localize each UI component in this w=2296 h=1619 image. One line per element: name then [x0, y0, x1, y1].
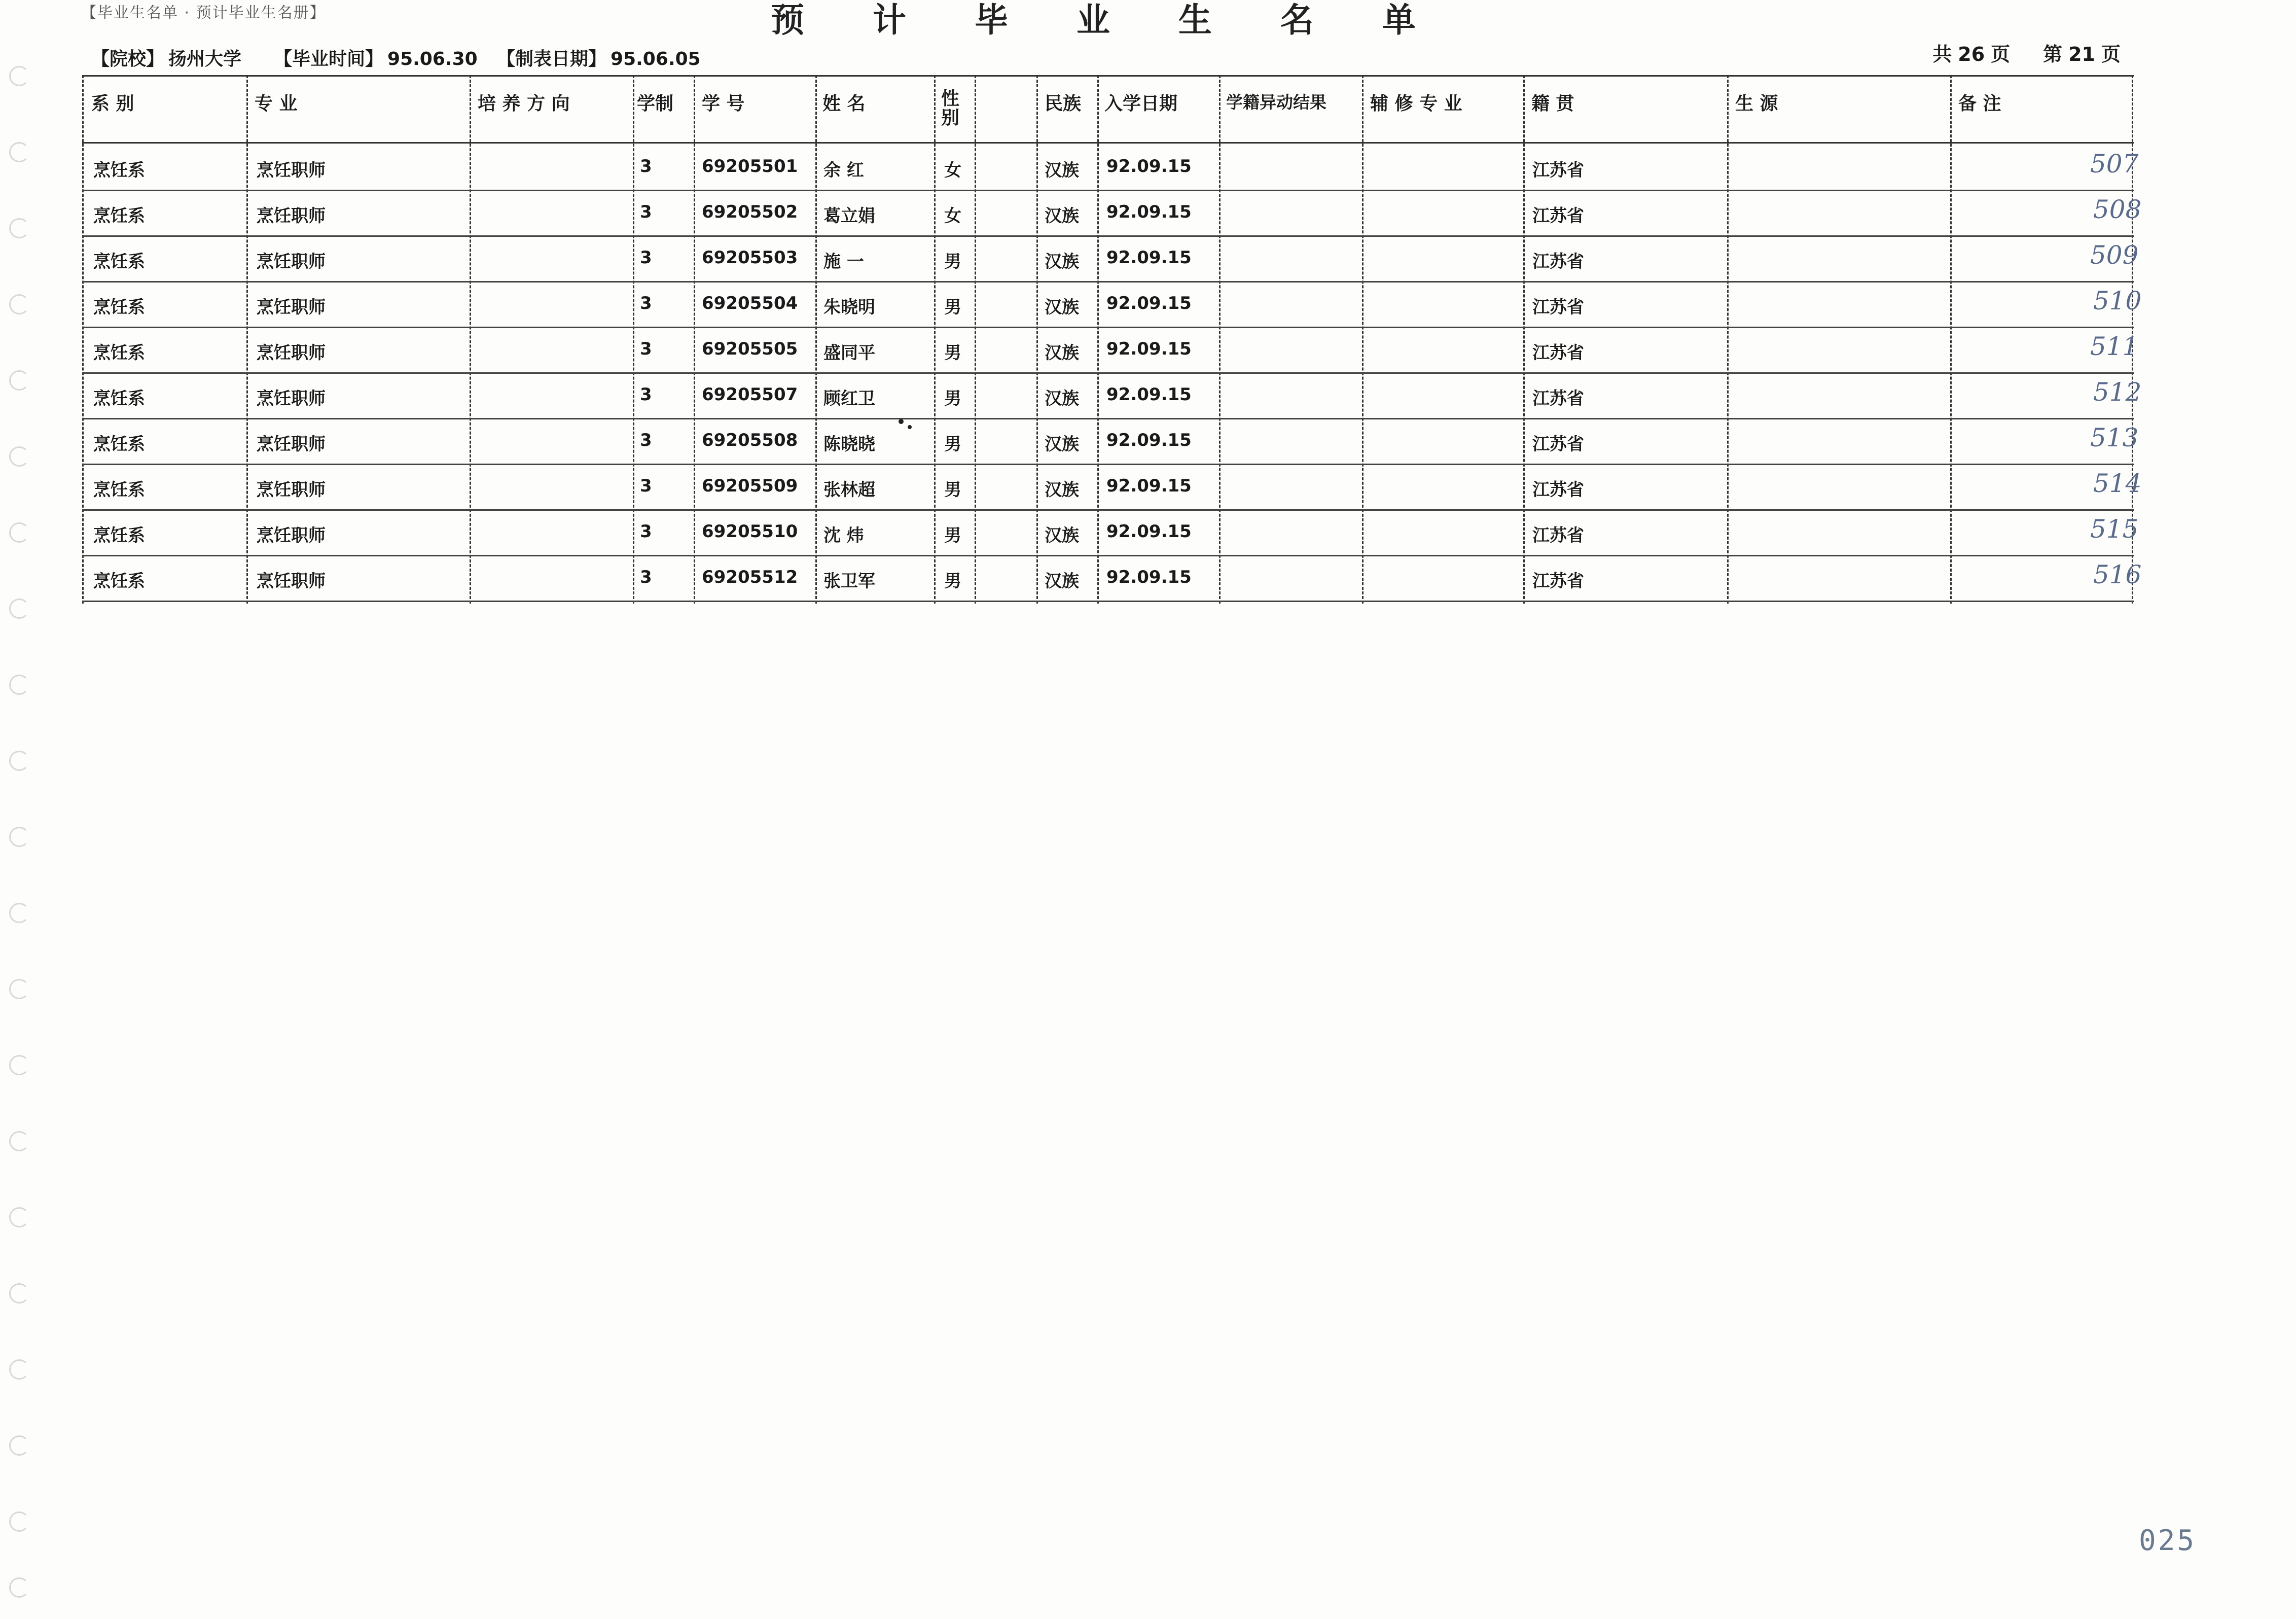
row-years: 3	[640, 430, 652, 450]
row-ethnicity: 汉族	[1045, 343, 1079, 363]
row-student-id: 69205502	[702, 202, 798, 222]
row-gender: 女	[944, 160, 961, 181]
row-ethnicity: 汉族	[1045, 252, 1079, 272]
row-native: 江苏省	[1532, 343, 1584, 363]
grad-time-info	[274, 45, 478, 71]
row-major: 烹饪职师	[257, 571, 326, 591]
row-name: 张林超	[823, 480, 875, 500]
row-enroll-date: 92.09.15	[1106, 567, 1192, 587]
school-label: 【院校】	[91, 49, 165, 69]
row-major: 烹饪职师	[257, 389, 326, 409]
row-gender: 男	[944, 434, 961, 454]
row-student-id: 69205509	[702, 476, 798, 496]
pager	[1929, 39, 2124, 66]
row-major: 烹饪职师	[257, 480, 326, 500]
handwritten-remark: 507	[2090, 149, 2139, 179]
row-dept: 烹饪系	[93, 297, 145, 318]
row-rule	[82, 418, 2134, 419]
made-date-value: 95.06.05	[611, 49, 701, 69]
row-student-id: 69205508	[702, 430, 798, 450]
row-years: 3	[640, 202, 652, 222]
row-dept: 烹饪系	[93, 206, 145, 226]
row-gender: 女	[944, 206, 961, 226]
row-native: 江苏省	[1532, 480, 1584, 500]
handwritten-remark: 513	[2090, 423, 2139, 452]
row-name: 施 一	[823, 252, 864, 272]
row-name: 葛立娟	[823, 206, 875, 226]
current-page-label: 第	[2043, 43, 2063, 65]
row-rule	[82, 372, 2134, 374]
total-pages-label: 共	[1932, 43, 1952, 65]
grad-time-label: 【毕业时间】	[274, 49, 384, 69]
row-dept: 烹饪系	[93, 252, 145, 272]
current-page-value: 21	[2068, 43, 2095, 65]
made-date-label: 【制表日期】	[497, 49, 607, 69]
row-rule	[82, 327, 2134, 328]
row-ethnicity: 汉族	[1045, 160, 1079, 181]
header-name: 姓 名	[822, 93, 866, 114]
row-dept: 烹饪系	[93, 525, 145, 546]
header-gender: 性别	[941, 88, 960, 128]
row-rule	[82, 235, 2134, 237]
row-name: 余 红	[823, 160, 864, 181]
row-ethnicity: 汉族	[1045, 389, 1079, 409]
page-number-stamp: 025	[2139, 1524, 2197, 1557]
header-bottom-rule	[82, 142, 2134, 144]
row-dept: 烹饪系	[93, 480, 145, 500]
row-gender: 男	[944, 525, 961, 546]
header-ethnicity: 民族	[1045, 93, 1082, 114]
header-direction: 培 养 方 向	[478, 93, 570, 114]
row-dept: 烹饪系	[93, 434, 145, 454]
header-remark: 备 注	[1958, 93, 2001, 114]
row-years: 3	[640, 521, 652, 542]
row-gender: 男	[944, 252, 961, 272]
row-gender: 男	[944, 571, 961, 591]
row-enroll-date: 92.09.15	[1106, 156, 1192, 177]
header-major: 专 业	[255, 93, 298, 114]
made-date-info	[497, 45, 701, 71]
row-name: 沈 炜	[823, 525, 864, 546]
row-ethnicity: 汉族	[1045, 206, 1079, 226]
row-student-id: 69205512	[702, 567, 798, 587]
page-unit: 页	[1991, 43, 2011, 65]
row-major: 烹饪职师	[257, 297, 326, 318]
row-native: 江苏省	[1532, 206, 1584, 226]
row-gender: 男	[944, 389, 961, 409]
row-rule	[82, 464, 2134, 465]
total-pages-value: 26	[1958, 43, 1985, 65]
header-student-id: 学 号	[702, 93, 745, 114]
document-title: 预 计 毕 业 生 名 单	[771, 0, 1444, 40]
row-ethnicity: 汉族	[1045, 297, 1079, 318]
row-rule	[82, 601, 2134, 602]
row-dept: 烹饪系	[93, 571, 145, 591]
row-enroll-date: 92.09.15	[1106, 248, 1192, 268]
school-info	[91, 45, 241, 71]
row-native: 江苏省	[1532, 434, 1584, 454]
handwritten-remark: 516	[2093, 560, 2142, 589]
row-major: 烹饪职师	[257, 343, 326, 363]
handwritten-remark: 511	[2090, 332, 2139, 361]
row-rule	[82, 281, 2134, 283]
handwritten-remark: 510	[2093, 286, 2142, 315]
row-rule	[82, 190, 2134, 191]
row-name: 盛同平	[823, 343, 875, 363]
row-enroll-date: 92.09.15	[1106, 339, 1192, 359]
row-enroll-date: 92.09.15	[1106, 476, 1192, 496]
row-gender: 男	[944, 480, 961, 500]
row-dept: 烹饪系	[93, 343, 145, 363]
row-native: 江苏省	[1532, 525, 1584, 546]
header-source: 生 源	[1735, 93, 1778, 114]
row-enroll-date: 92.09.15	[1106, 293, 1192, 313]
row-native: 江苏省	[1532, 160, 1584, 181]
row-years: 3	[640, 567, 652, 587]
row-major: 烹饪职师	[257, 525, 326, 546]
row-dept: 烹饪系	[93, 389, 145, 409]
row-student-id: 69205503	[702, 248, 798, 268]
row-years: 3	[640, 339, 652, 359]
row-native: 江苏省	[1532, 389, 1584, 409]
row-major: 烹饪职师	[257, 434, 326, 454]
row-ethnicity: 汉族	[1045, 480, 1079, 500]
top-strip-text: 【毕业生名单 · 预计毕业生名册】	[81, 4, 326, 22]
row-years: 3	[640, 156, 652, 177]
row-gender: 男	[944, 297, 961, 318]
row-major: 烹饪职师	[257, 206, 326, 226]
grad-time-value: 95.06.30	[387, 49, 478, 69]
row-enroll-date: 92.09.15	[1106, 430, 1192, 450]
handwritten-remark: 514	[2093, 469, 2142, 498]
header-enroll-date: 入学日期	[1104, 93, 1178, 114]
row-name: 张卫军	[823, 571, 875, 591]
row-ethnicity: 汉族	[1045, 525, 1079, 546]
row-student-id: 69205501	[702, 156, 798, 177]
ink-smudge	[899, 419, 904, 424]
school-value: 扬州大学	[168, 49, 242, 69]
header-status-change: 学籍异动结果	[1226, 92, 1326, 112]
row-ethnicity: 汉族	[1045, 434, 1079, 454]
row-years: 3	[640, 293, 652, 313]
row-years: 3	[640, 384, 652, 405]
row-major: 烹饪职师	[257, 160, 326, 181]
row-rule	[82, 509, 2134, 511]
row-major: 烹饪职师	[257, 252, 326, 272]
header-minor: 辅 修 专 业	[1370, 93, 1462, 114]
handwritten-remark: 509	[2090, 240, 2139, 270]
handwritten-remark: 515	[2090, 514, 2139, 544]
row-native: 江苏省	[1532, 571, 1584, 591]
row-years: 3	[640, 476, 652, 496]
handwritten-remark: 508	[2093, 195, 2142, 224]
ink-smudge	[908, 425, 912, 429]
page-unit-2: 页	[2101, 43, 2121, 65]
header-native: 籍 贯	[1531, 93, 1574, 114]
row-years: 3	[640, 248, 652, 268]
row-native: 江苏省	[1532, 297, 1584, 318]
header-dept: 系 别	[91, 93, 134, 114]
handwritten-remark: 512	[2093, 377, 2142, 407]
row-name: 陈晓晓	[823, 434, 875, 454]
row-student-id: 69205504	[702, 293, 798, 313]
row-enroll-date: 92.09.15	[1106, 384, 1192, 405]
row-student-id: 69205505	[702, 339, 798, 359]
row-name: 顾红卫	[823, 389, 875, 409]
header-years: 学制	[637, 93, 674, 114]
row-dept: 烹饪系	[93, 160, 145, 181]
row-enroll-date: 92.09.15	[1106, 202, 1192, 222]
table-top-rule	[82, 75, 2134, 77]
row-name: 朱晓明	[823, 297, 875, 318]
row-student-id: 69205507	[702, 384, 798, 405]
row-gender: 男	[944, 343, 961, 363]
row-student-id: 69205510	[702, 521, 798, 542]
row-native: 江苏省	[1532, 252, 1584, 272]
row-rule	[82, 555, 2134, 556]
row-enroll-date: 92.09.15	[1106, 521, 1192, 542]
row-ethnicity: 汉族	[1045, 571, 1079, 591]
